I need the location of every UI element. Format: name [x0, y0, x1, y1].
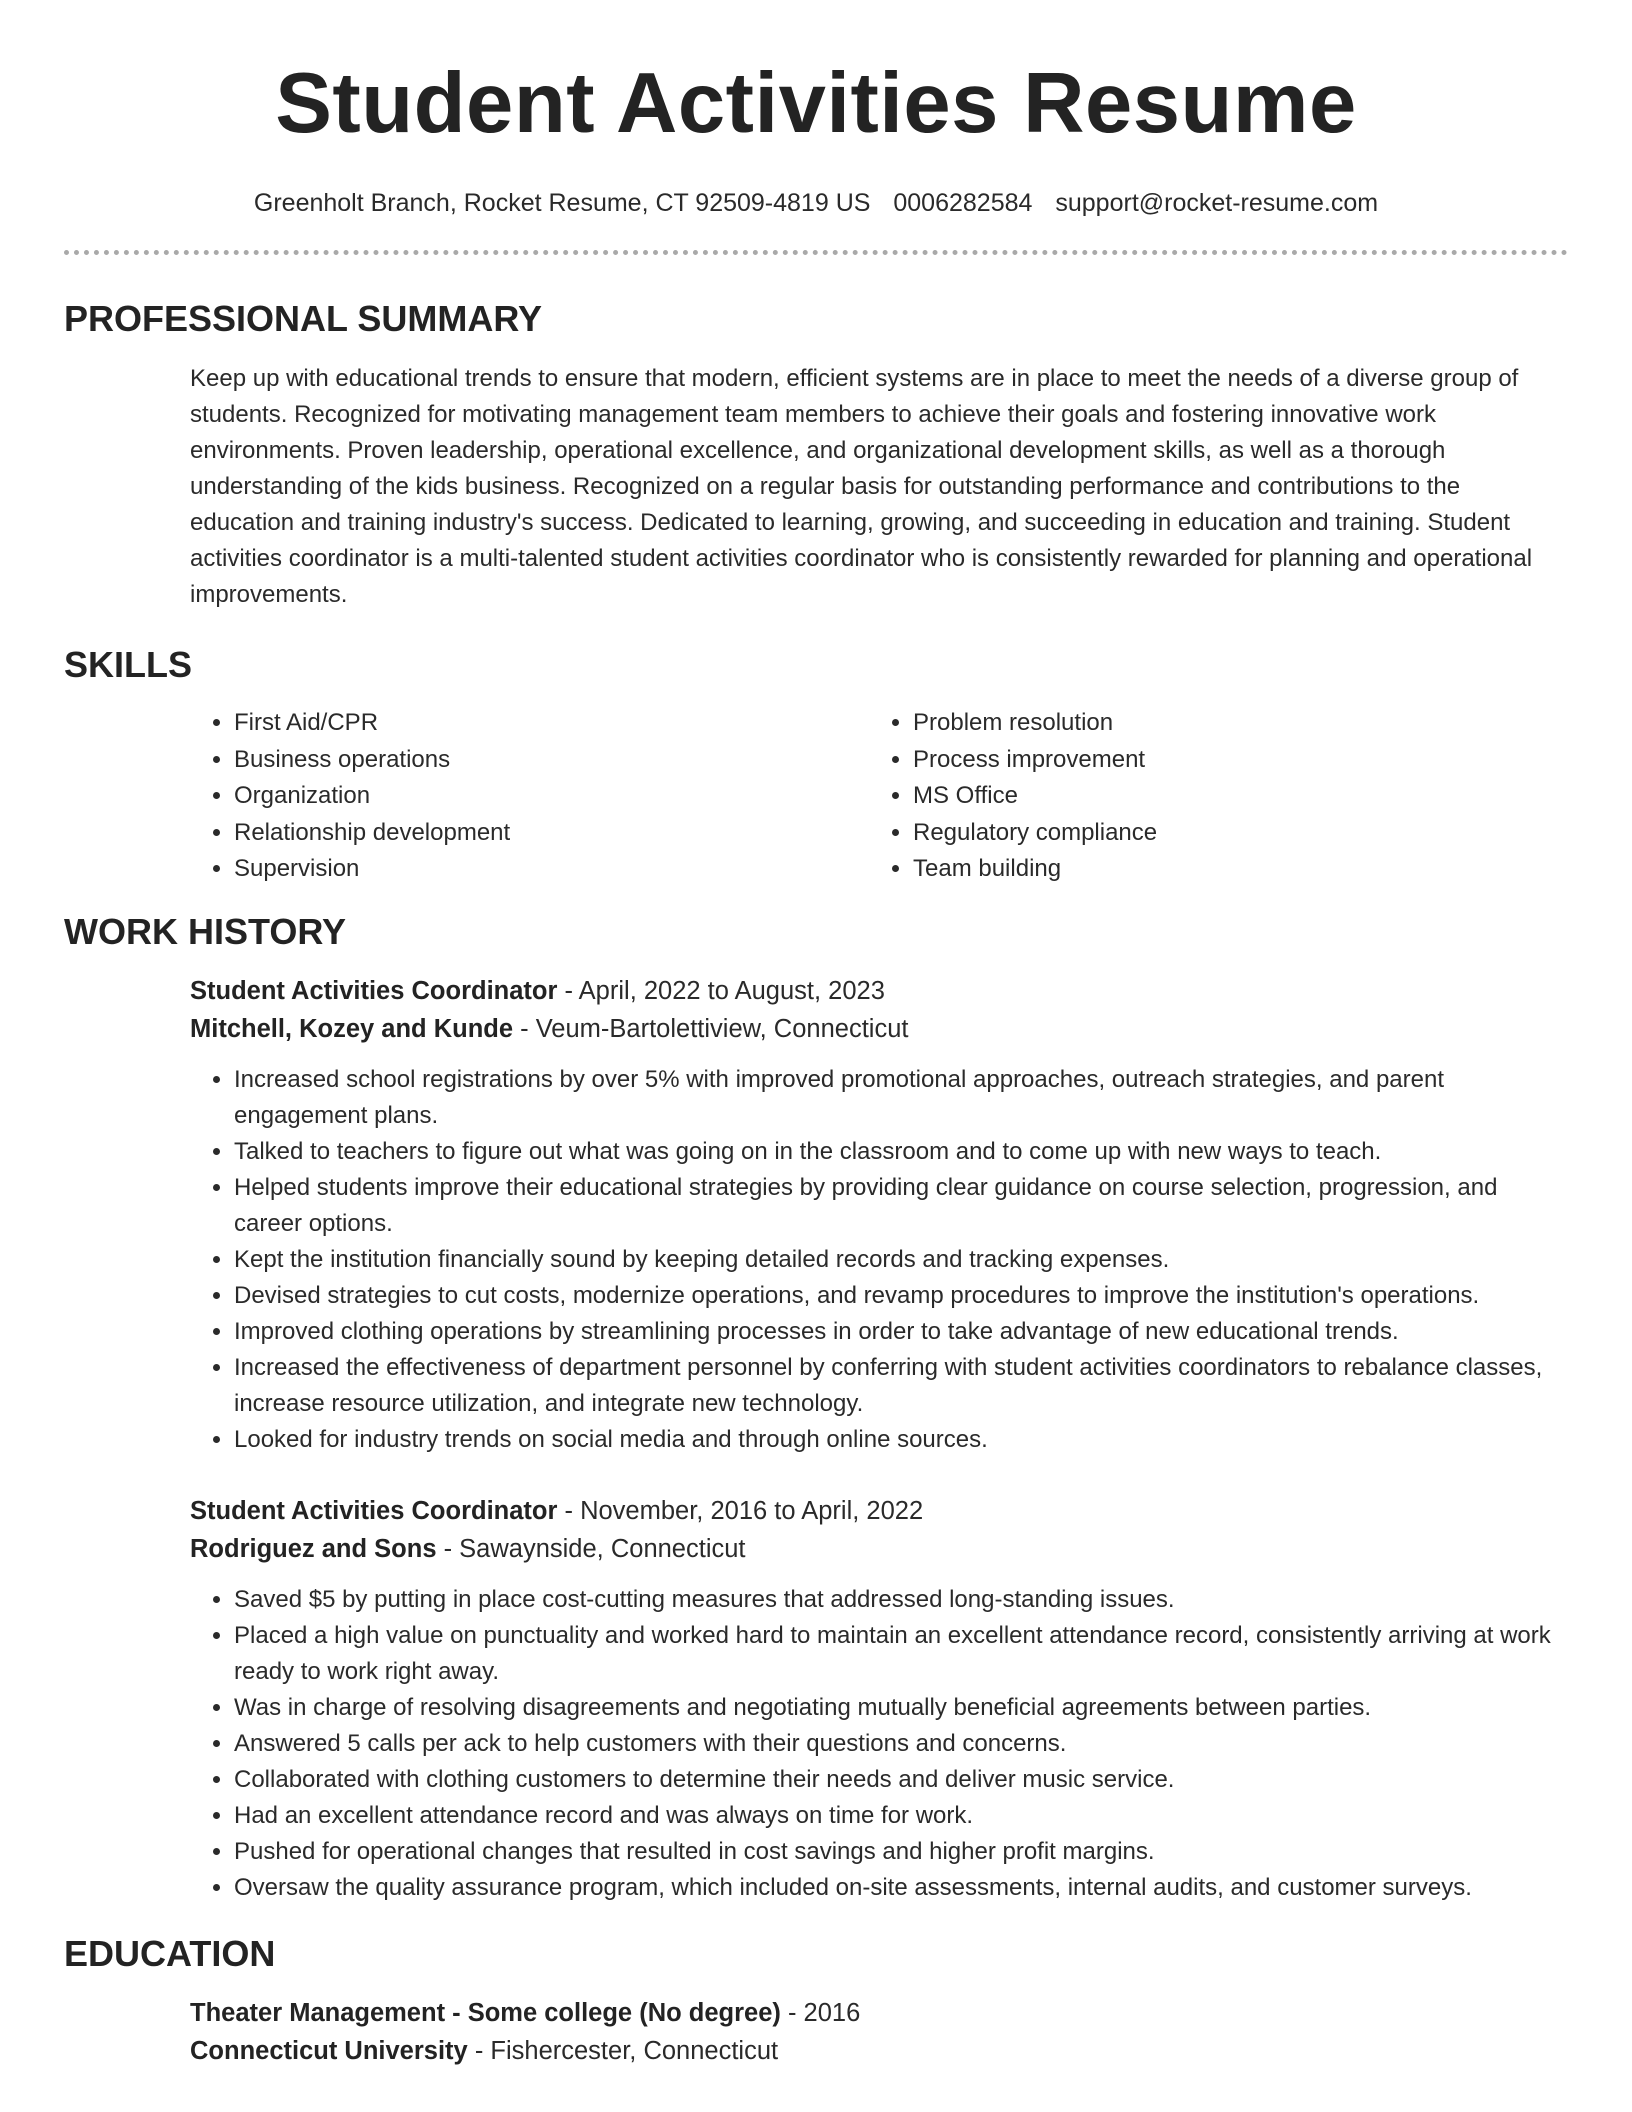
job-bullet: • Kept the institution financially sound by keeping detailed records and tracking expenses. [234, 1242, 1568, 1278]
header-divider [64, 250, 1568, 255]
education-heading: EDUCATION [64, 1932, 276, 1974]
summary-text: Keep up with educational trends to ensure that modern, efficient systems are in place to meet the needs of a diverse group of students. Recognized for motivating management team members to achieve their goals and fostering innovative work environments. Proven leadership, operational excellence, and organizational development skills, as well as a thorough understanding of the kids business. Recognized on a regular basis for outstanding performance and contributions to the education and training industry's success. Dedicated to learning, growing, and succeeding in education and training. Student activities coordinator is a multi-talented student activities coordinator who is consistently rewarded for planning and operational improvements. [190, 365, 1533, 608]
skill-item: • Relationship development [234, 815, 869, 852]
skill-item: • Organization [234, 778, 869, 815]
skill-item: • Team building [913, 851, 1553, 888]
job-bullets [190, 1062, 1568, 1458]
skills-section [64, 643, 1568, 888]
contact-phone: 0006282584 [893, 189, 1033, 217]
contact-email: support@rocket-resume.com [1055, 189, 1379, 217]
education-year: - 2016 [780, 1998, 861, 2027]
work-history-section [64, 910, 1568, 1906]
education-school-line [190, 2032, 1568, 2070]
job-role: Student Activities Coordinator [190, 976, 558, 1005]
job-role: Student Activities Coordinator [190, 1496, 558, 1525]
contact-address: Greenholt Branch, Rocket Resume, CT 92509-4819 US [253, 189, 871, 217]
education-location: - Fishercester, Connecticut [467, 2036, 779, 2065]
job-entry [190, 972, 1568, 1458]
skills-column-left [190, 705, 869, 888]
education-degree: Theater Management - Some college (No degree) [190, 1998, 781, 2027]
job-bullets [190, 1582, 1568, 1906]
job-bullet: • Collaborated with clothing customers to determine their needs and deliver music service. [234, 1762, 1568, 1798]
skills-column-right [869, 705, 1553, 888]
job-dates: - November, 2016 to April, 2022 [557, 1496, 924, 1525]
skill-item: • Problem resolution [913, 705, 1553, 742]
summary-section [64, 297, 1568, 613]
skills-list [190, 705, 1568, 888]
job-title-line [190, 972, 1568, 1010]
job-company-line [190, 1010, 1568, 1048]
job-bullet: • Placed a high value on punctuality and worked hard to maintain an excellent attendance record, consistently arriving at work ready to work right away. [234, 1618, 1568, 1690]
job-bullet: • Talked to teachers to figure out what was going on in the classroom and to come up with new ways to teach. [234, 1134, 1568, 1170]
job-bullet: • Saved $5 by putting in place cost-cutting measures that addressed long-standing issues. [234, 1582, 1568, 1618]
job-company: Rodriguez and Sons [190, 1534, 437, 1563]
job-location: - Sawaynside, Connecticut [436, 1534, 746, 1563]
contact-info [64, 188, 1568, 218]
skill-item: • First Aid/CPR [234, 705, 869, 742]
education-entry [190, 1994, 1568, 2070]
skill-item: • Regulatory compliance [913, 815, 1553, 852]
job-title-line [190, 1492, 1568, 1530]
job-bullet: • Was in charge of resolving disagreements and negotiating mutually beneficial agreements between parties. [234, 1690, 1568, 1726]
job-bullet: • Improved clothing operations by streamlining processes in order to take advantage of new educational trends. [234, 1314, 1568, 1350]
job-bullet: • Looked for industry trends on social media and through online sources. [234, 1422, 1568, 1458]
education-school: Connecticut University [190, 2036, 468, 2065]
education-degree-line [190, 1994, 1568, 2032]
job-bullet: • Had an excellent attendance record and was always on time for work. [234, 1798, 1568, 1834]
job-bullet: • Increased school registrations by over 5% with improved promotional approaches, outreach strategies, and parent engagement plans. [234, 1062, 1568, 1134]
skill-item: • MS Office [913, 778, 1553, 815]
job-bullet: • Oversaw the quality assurance program, which included on-site assessments, internal audits, and customer surveys. [234, 1870, 1568, 1906]
work-history-heading: WORK HISTORY [64, 910, 347, 952]
summary-heading: PROFESSIONAL SUMMARY [64, 298, 543, 339]
skill-item: • Process improvement [913, 742, 1553, 779]
job-bullet: • Answered 5 calls per ack to help customers with their questions and concerns. [234, 1726, 1568, 1762]
job-company-line [190, 1530, 1568, 1568]
job-entry [190, 1492, 1568, 1906]
skill-item: • Supervision [234, 851, 869, 888]
job-bullet: • Pushed for operational changes that resulted in cost savings and higher profit margins. [234, 1834, 1568, 1870]
skill-item: • Business operations [234, 742, 869, 779]
job-bullet: • Helped students improve their educational strategies by providing clear guidance on course selection, progression, and career options. [234, 1170, 1568, 1242]
skills-heading: SKILLS [64, 644, 193, 685]
job-dates: - April, 2022 to August, 2023 [557, 976, 885, 1005]
job-location: - Veum-Bartolettiview, Connecticut [513, 1014, 909, 1043]
education-section [64, 1932, 1568, 2070]
job-company: Mitchell, Kozey and Kunde [190, 1014, 514, 1043]
resume-title: Student Activities Resume [275, 56, 1357, 151]
job-bullet: • Devised strategies to cut costs, modernize operations, and revamp procedures to improve the institution's operations. [234, 1278, 1568, 1314]
job-bullet: • Increased the effectiveness of department personnel by conferring with student activities coordinators to rebalance classes, increase resource utilization, and integrate new technology. [234, 1350, 1568, 1422]
